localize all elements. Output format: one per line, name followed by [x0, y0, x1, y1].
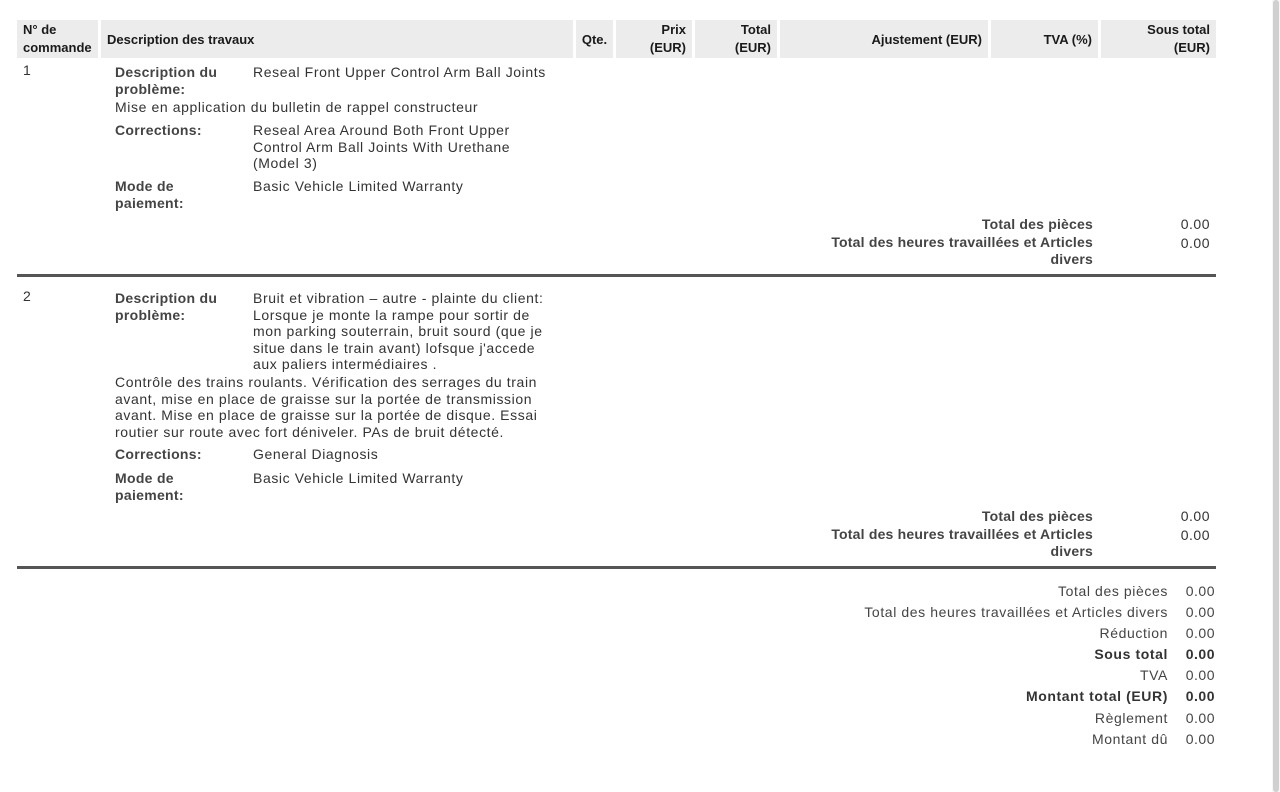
- parts-total-label: Total des pièces: [981, 216, 1093, 232]
- payment-mode: Basic Vehicle Limited Warranty: [253, 470, 464, 486]
- order-number: 1: [23, 62, 31, 78]
- corrections-text: Reseal Area Around Both Front Upper Control Arm Ball Joints With Urethane (Model 3): [253, 122, 511, 171]
- corrections-text: General Diagnosis: [253, 446, 379, 462]
- work-note: Mise en application du bulletin de rappel constructeur: [115, 99, 479, 115]
- labor-total-label: Total des heures travaillées et Articles divers: [831, 526, 1093, 559]
- order-separator: [17, 274, 1216, 277]
- header-price: Prix (EUR): [616, 20, 692, 58]
- labor-total-label: Total des heures travaillées et Articles divers: [831, 234, 1093, 267]
- problem-description: Bruit et vibration – autre - plainte du client: Lorsque je monte la rampe pour sortir de mon parking souterrain, bruit sourd (que je situe dans le train avant) lofsque j'accede aux paliers intermédiaires .: [253, 290, 544, 372]
- order-number: 2: [23, 288, 31, 304]
- header-subtotal: Sous total (EUR): [1101, 20, 1216, 58]
- summary-discount-label: Réduction: [1099, 625, 1168, 641]
- header-order-number: N° de commande: [17, 20, 98, 58]
- summary-grand-total-label: Montant total (EUR): [1025, 688, 1168, 704]
- vertical-scrollbar[interactable]: [1272, 0, 1280, 792]
- problem-label: Description du problème:: [115, 290, 218, 323]
- parts-total-value: 0.00: [1180, 216, 1210, 232]
- work-note: Contrôle des trains roulants. Vérification des serrages du train avant, mise en place de graisse sur la portée de transmission avant. Mise en place de graisse sur la portée de disque. Essai routier sur route avec fort déniveler. PAs de bruit détecté.: [115, 374, 538, 440]
- summary-labor-value: 0.00: [1185, 604, 1215, 620]
- summary-grand-total-value: 0.00: [1185, 688, 1215, 704]
- summary-discount-value: 0.00: [1185, 625, 1215, 641]
- header-description: Description des travaux: [101, 20, 573, 58]
- summary-amount-due-value: 0.00: [1185, 731, 1215, 747]
- payment-mode: Basic Vehicle Limited Warranty: [253, 178, 464, 194]
- summary-subtotal-label: Sous total: [1094, 646, 1168, 662]
- summary-subtotal-value: 0.00: [1185, 646, 1215, 662]
- order-separator: [17, 566, 1216, 569]
- header-adjustment: Ajustement (EUR): [780, 20, 988, 58]
- summary-parts-label: Total des pièces: [1058, 583, 1168, 599]
- summary-vat-label: TVA: [1140, 667, 1168, 683]
- payment-label: Mode de paiement:: [115, 178, 184, 211]
- summary-parts-value: 0.00: [1185, 583, 1215, 599]
- scrollbar-thumb[interactable]: [1273, 0, 1279, 792]
- summary-payment-value: 0.00: [1185, 710, 1215, 726]
- header-quantity: Qte.: [576, 20, 613, 58]
- payment-label: Mode de paiement:: [115, 470, 184, 503]
- problem-description: Reseal Front Upper Control Arm Ball Joints: [253, 64, 546, 80]
- corrections-label: Corrections:: [115, 446, 202, 462]
- corrections-label: Corrections:: [115, 122, 202, 138]
- header-total: Total (EUR): [695, 20, 777, 58]
- summary-amount-due-label: Montant dû: [1091, 731, 1168, 747]
- header-vat: TVA (%): [991, 20, 1098, 58]
- summary-payment-label: Règlement: [1094, 710, 1168, 726]
- summary-labor-label: Total des heures travaillées et Articles divers: [864, 604, 1168, 620]
- problem-label: Description du problème:: [115, 64, 218, 97]
- labor-total-value: 0.00: [1180, 527, 1210, 543]
- parts-total-value: 0.00: [1180, 508, 1210, 524]
- summary-vat-value: 0.00: [1185, 667, 1215, 683]
- labor-total-value: 0.00: [1180, 235, 1210, 251]
- parts-total-label: Total des pièces: [981, 508, 1093, 524]
